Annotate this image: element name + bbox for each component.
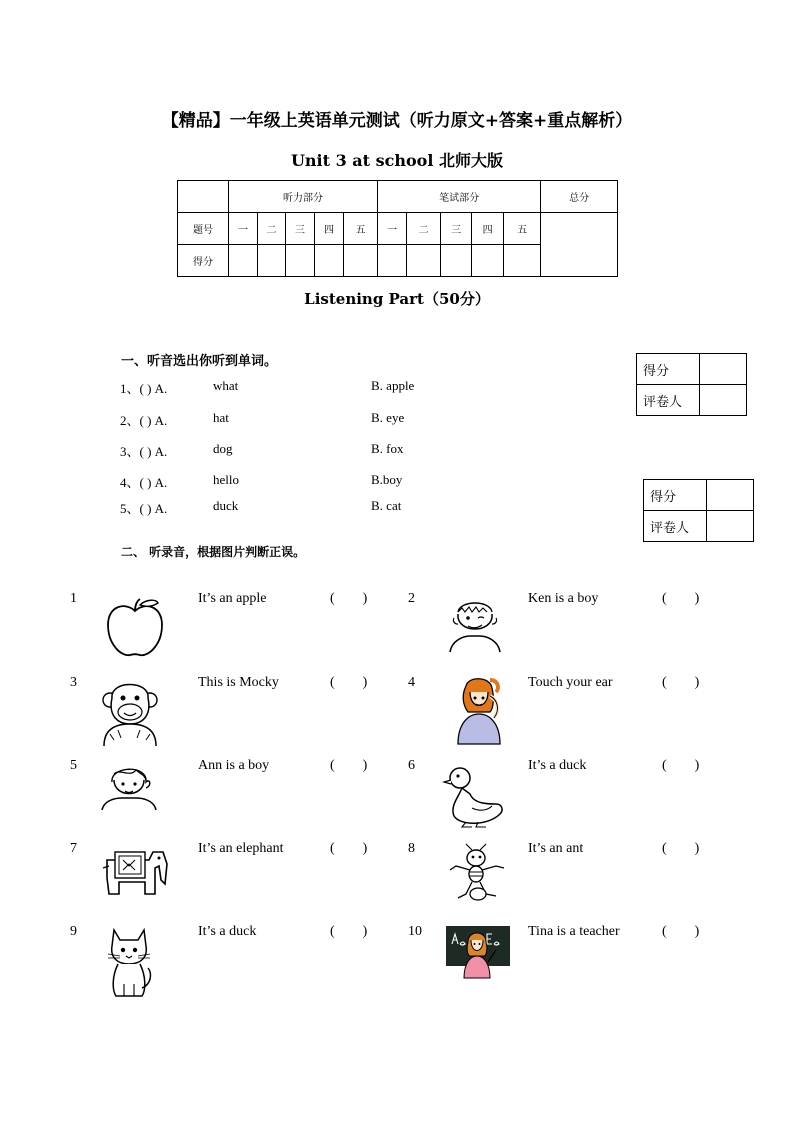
listening-part-header: 听力部分 [229,181,378,213]
option-b: B. fox [371,441,404,456]
cat-icon [104,924,154,998]
option-a: dog [213,441,233,456]
elephant-icon [101,838,171,902]
grader-score-cell[interactable] [700,354,747,385]
item-number: 4 [408,675,415,690]
question-number[interactable]: 3、( ) A. [120,444,168,459]
girl-touching-ear-icon [450,674,506,746]
item-number: 9 [70,924,77,939]
grader-name-cell[interactable] [700,385,747,416]
ant-icon [446,846,508,906]
written-item: 五 [504,213,541,245]
item-number: 5 [70,758,77,773]
item-sentence: It’s a duck [198,924,257,939]
item-number-label: 题号 [178,213,229,245]
answer-bracket[interactable]: ( ) [662,591,700,606]
apple-icon [104,597,166,660]
grader-score-cell[interactable] [707,480,754,511]
grader-score-label: 得分 [644,480,707,511]
score-cell[interactable] [378,245,407,277]
item-number: 1 [70,591,77,606]
duck-icon [444,764,506,828]
grader-name-label: 评卷人 [644,511,707,542]
option-a: duck [213,498,239,513]
boy-icon [446,598,504,654]
listening-item: 三 [286,213,315,245]
item-sentence: This is Mocky [198,675,279,690]
item-number: 8 [408,841,415,856]
option-b: B. eye [371,410,405,425]
score-cell[interactable] [472,245,504,277]
part2-title: 二、 听录音，根据图片判断正误。 [121,545,306,559]
item-sentence: Ann is a boy [198,758,270,773]
item-sentence: It’s an apple [198,591,267,606]
grader-score-label: 得分 [637,354,700,385]
score-table [177,180,618,277]
answer-bracket[interactable]: ( ) [330,675,368,690]
written-item: 二 [407,213,441,245]
item-sentence: It’s an elephant [198,841,284,856]
answer-bracket[interactable]: ( ) [330,841,368,856]
answer-bracket[interactable]: ( ) [330,591,368,606]
document-subtitle: Unit 3 at school 北师大版 [290,151,504,170]
written-item: 四 [472,213,504,245]
score-cell[interactable] [229,245,258,277]
item-number: 3 [70,675,77,690]
item-sentence: Ken is a boy [528,591,599,606]
option-a: hello [213,472,239,487]
listening-item: 一 [229,213,258,245]
listening-part-heading: Listening Part（50分） [304,290,490,308]
item-number: 10 [408,924,422,939]
written-item: 一 [378,213,407,245]
teacher-icon [446,926,510,978]
item-sentence: It’s an ant [528,841,584,856]
listening-item: 四 [315,213,344,245]
answer-bracket[interactable]: ( ) [662,924,700,939]
girl-face-icon [100,760,158,812]
item-number: 6 [408,758,415,773]
part1-title: 一、听音选出你听到单词。 [121,354,278,369]
option-b: B.boy [371,472,403,487]
question-number[interactable]: 1、( ) A. [120,381,168,396]
score-cell[interactable] [407,245,441,277]
item-number: 2 [408,591,415,606]
score-table-corner [178,181,229,213]
option-a: what [213,378,239,393]
item-sentence: Tina is a teacher [528,924,620,939]
grader-box-part1 [636,353,747,416]
score-cell[interactable] [286,245,315,277]
item-sentence: It’s a duck [528,758,587,773]
written-item: 三 [441,213,472,245]
score-cell[interactable] [441,245,472,277]
question-number[interactable]: 2、( ) A. [120,413,168,428]
answer-bracket[interactable]: ( ) [662,675,700,690]
written-part-header: 笔试部分 [378,181,541,213]
item-number: 7 [70,841,77,856]
answer-bracket[interactable]: ( ) [662,841,700,856]
score-cell[interactable] [504,245,541,277]
grader-name-label: 评卷人 [637,385,700,416]
listening-item: 五 [344,213,378,245]
option-b: B. cat [371,498,402,513]
score-cell[interactable] [344,245,378,277]
total-score-cell[interactable] [541,213,618,277]
document-title: 【精品】一年级上英语单元测试（听力原文+答案+重点解析） [161,111,633,131]
question-number[interactable]: 4、( ) A. [120,475,168,490]
listening-item: 二 [258,213,286,245]
grader-name-cell[interactable] [707,511,754,542]
score-cell[interactable] [258,245,286,277]
score-row-label: 得分 [178,245,229,277]
total-header: 总分 [541,181,618,213]
answer-bracket[interactable]: ( ) [330,758,368,773]
answer-bracket[interactable]: ( ) [662,758,700,773]
question-number[interactable]: 5、( ) A. [120,501,168,516]
answer-bracket[interactable]: ( ) [330,924,368,939]
grader-box-part2 [643,479,754,542]
score-cell[interactable] [315,245,344,277]
option-b: B. apple [371,378,415,393]
item-sentence: Touch your ear [528,675,613,690]
monkey-icon [100,676,160,748]
option-a: hat [213,410,229,425]
